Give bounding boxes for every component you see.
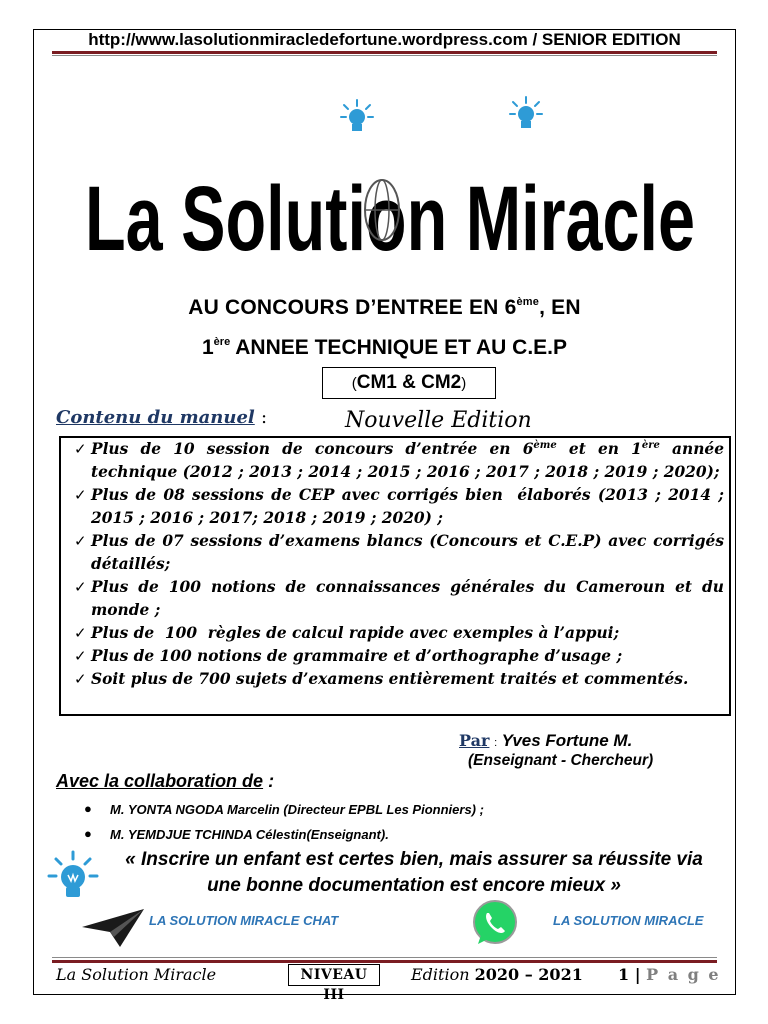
- checkmark-icon: ✓: [74, 440, 87, 458]
- header-url[interactable]: http://www.lasolutionmiracledefortune.wordpress.com / SENIOR EDITION: [88, 30, 681, 49]
- list-item: ✓ Plus de 08 sessions de CEP avec corrigés bien élaborés (2013 ; 2014 ; 2015 ; 2016 ; 2017; 2018 ; 2019 ; 2020) ;: [74, 486, 724, 527]
- checkmark-icon: ✓: [74, 486, 87, 504]
- lightbulb-icon: [510, 97, 542, 128]
- lightbulb-icon: [44, 848, 102, 906]
- title-logo: [70, 92, 710, 292]
- checkmark-icon: ✓: [74, 624, 87, 642]
- list-item: ✓ Plus de 100 règles de calcul rapide avec exemples à l’appui;: [74, 622, 724, 645]
- header-rule: [52, 51, 717, 54]
- quote-text: « Inscrire un enfant est certes bien, mais assurer sa réussite via une bonne documentation est encore mieux »: [125, 849, 703, 896]
- list-item: ✓ Plus de 10 session de concours d’entrée en 6ème et en 1ère année technique (2012 ; 2013 ; 2014 ; 2015 ; 2016 ; 2017 ; 2018 ; 2019 ; 2020);: [74, 439, 724, 481]
- author-role: (Enseignant - Chercheur): [468, 752, 654, 769]
- whatsapp-icon[interactable]: [470, 898, 520, 948]
- contents-label: Contenu du manuel: [56, 407, 255, 428]
- checkmark-icon: ✓: [74, 578, 87, 596]
- list-item: ✓ Plus de 100 notions de connaissances générales du Cameroun et du monde ;: [74, 578, 724, 619]
- level-box: (CM1 & CM2): [322, 367, 496, 399]
- exam-title-line2: 1ère ANNEE TECHNIQUE ET AU C.E.P: [201, 336, 568, 359]
- author-name: Yves Fortune M.: [501, 731, 633, 750]
- list-item: ✓ Plus de 07 sessions d’examens blancs (Concours et C.E.P) avec corrigés détaillés;: [74, 532, 724, 573]
- logo-text: La Solution Miracle: [85, 168, 695, 270]
- channel-label[interactable]: LA SOLUTION MIRACLE CHAT: [149, 913, 339, 928]
- footer-rule: [52, 960, 717, 963]
- author-line: Par : Yves Fortune M.: [459, 731, 633, 750]
- page-number: 1 | P a g e: [618, 965, 721, 984]
- footer-rule-thin: [52, 957, 717, 958]
- bullet-icon: ●: [84, 826, 92, 841]
- checkmark-icon: ✓: [74, 532, 87, 550]
- header-rule-thin: [52, 55, 717, 56]
- contents-colon: :: [261, 407, 268, 428]
- checkmark-icon: ✓: [74, 647, 87, 665]
- contents-list: [74, 438, 724, 691]
- exam-title-line1: AU CONCOURS D’ENTREE EN 6ème, EN: [188, 296, 581, 319]
- telegram-icon[interactable]: [80, 905, 146, 951]
- footer-title: La Solution Miracle: [56, 965, 217, 984]
- list-item: ✓ Plus de 100 notions de grammaire et d’orthographe d’usage ;: [74, 645, 724, 668]
- bullet-icon: ●: [84, 801, 92, 816]
- footer-edition: Edition 2020 – 2021: [411, 965, 583, 984]
- list-item: ✓ Soit plus de 700 sujets d’examens entièrement traités et commentés.: [74, 668, 724, 691]
- lightbulb-icon: [341, 100, 373, 131]
- footer-level: NIVEAU III: [288, 964, 380, 986]
- collaborator-item: ● M. YONTA NGODA Marcelin (Directeur EPBL Les Pionniers) ;: [84, 801, 484, 817]
- edition-badge: Nouvelle Edition: [345, 408, 532, 433]
- collaborator-item: ● M. YEMDJUE TCHINDA Célestin(Enseignant).: [84, 826, 389, 842]
- channel-label[interactable]: LA SOLUTION MIRACLE: [553, 913, 704, 928]
- collaboration-heading: Avec la collaboration de :: [56, 771, 275, 791]
- checkmark-icon: ✓: [74, 670, 87, 688]
